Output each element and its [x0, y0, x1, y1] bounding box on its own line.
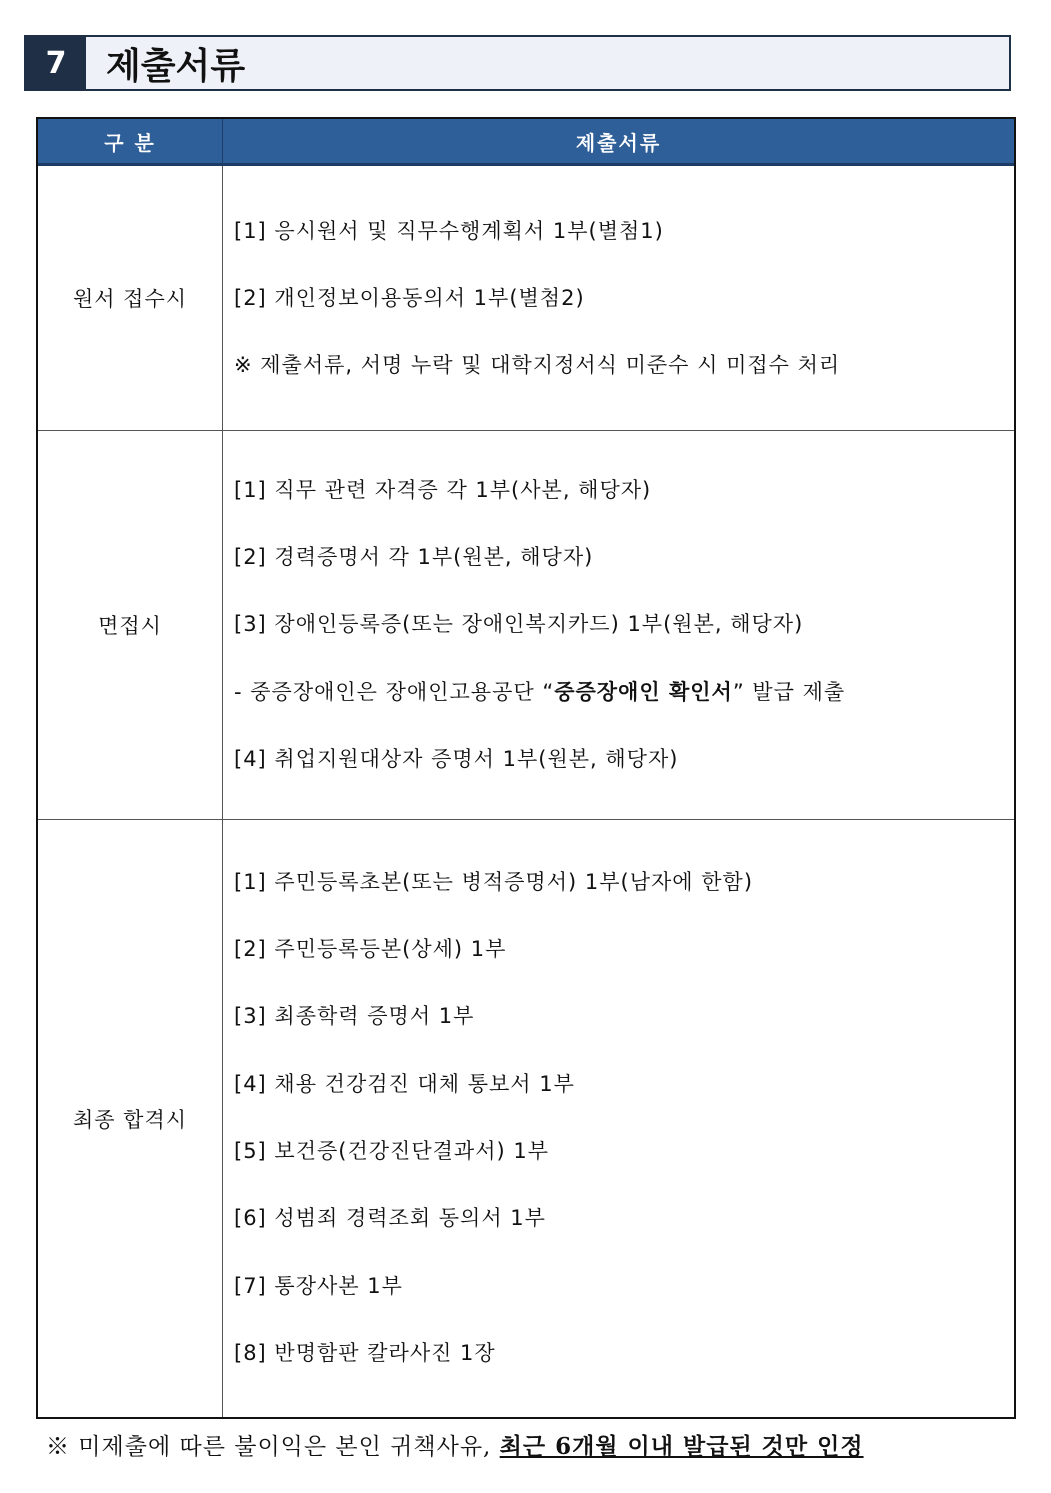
list-item: [2] 주민등록등본(상세) 1부 — [234, 937, 507, 961]
list-item: [5] 보건증(건강진단결과서) 1부 — [234, 1139, 549, 1163]
list-item: [1] 주민등록초본(또는 병적증명서) 1부(남자에 한함) — [234, 870, 754, 894]
list-item: [3] 장애인등록증(또는 장애인복지카드) 1부(원본, 해당자) — [234, 612, 804, 636]
table-header — [38, 119, 1014, 166]
list-item: [2] 개인정보이용동의서 1부(별첨2) — [234, 286, 585, 310]
list-item: [8] 반명함판 칼라사진 1장 — [234, 1341, 496, 1365]
note-prefix: - 중증장애인은 장애인고용공단 “ — [234, 680, 555, 704]
list-item: [6] 성범죄 경력조회 동의서 1부 — [234, 1206, 546, 1230]
table-row-application — [38, 166, 1014, 430]
list-item: [7] 통장사본 1부 — [234, 1274, 403, 1298]
note-suffix: ” 발급 제출 — [732, 680, 846, 704]
footer-prefix: ※ 미제출에 따른 불이익은 본인 귀책사유, — [46, 1434, 500, 1460]
footer-note — [46, 1428, 864, 1461]
footer-emphasis: 최근 6개월 이내 발급된 것만 인정 — [499, 1433, 864, 1460]
table-row-final — [38, 819, 1014, 1417]
row-label: 원서 접수시 — [38, 166, 223, 430]
header-category: 구 분 — [104, 130, 156, 155]
row-label: 최종 합격시 — [38, 820, 223, 1417]
list-item: [1] 직무 관련 자격증 각 1부(사본, 해당자) — [234, 478, 652, 502]
section-title: 제출서류 — [106, 45, 246, 87]
row-label: 면접시 — [38, 431, 223, 819]
list-item: [2] 경력증명서 각 1부(원본, 해당자) — [234, 545, 594, 569]
list-item: [4] 채용 건강검진 대체 통보서 1부 — [234, 1072, 575, 1096]
list-item: [1] 응시원서 및 직무수행계획서 1부(별첨1) — [234, 219, 664, 243]
list-item-note — [234, 677, 845, 707]
header-documents: 제출서류 — [575, 130, 662, 155]
list-item: [4] 취업지원대상자 증명서 1부(원본, 해당자) — [234, 747, 679, 771]
list-item-note: ※ 제출서류, 서명 누락 및 대학지정서식 미준수 시 미접수 처리 — [234, 353, 841, 377]
table-row-interview — [38, 430, 1014, 819]
section-header — [24, 35, 1011, 91]
section-number: 7 — [26, 37, 86, 89]
note-bold: 중증장애인 확인서 — [554, 680, 733, 704]
documents-table — [36, 117, 1016, 1419]
list-item: [3] 최종학력 증명서 1부 — [234, 1004, 475, 1028]
